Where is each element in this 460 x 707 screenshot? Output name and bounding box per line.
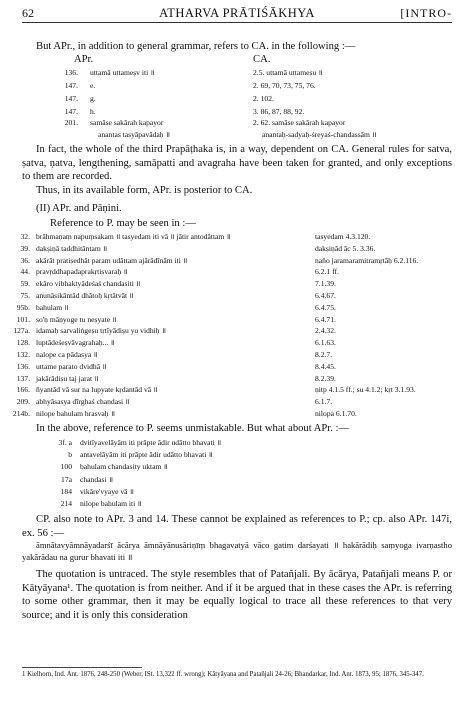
table-cell-apr-rule: so'ṇ māṇyoge tu neṣyate ॥ — [36, 314, 117, 324]
table-head-ca: CA. — [253, 54, 271, 65]
running-header — [22, 6, 452, 20]
section-label: [INTRO- — [400, 6, 452, 20]
table-row-number: 39. — [20, 243, 30, 253]
header-rule — [22, 22, 452, 23]
table-cell-apr: g. — [90, 94, 96, 103]
table-cell-apr-rule: abhyāsasya dīrghaś chandasi ॥ — [36, 397, 130, 407]
table-cell-panini-ref: nilopa 6.1.70. — [315, 409, 357, 418]
table-row-number: 166. — [16, 385, 30, 395]
table-row-number: 132. — [16, 350, 30, 359]
table-cell-apr-rule: nilope bahulam hrasvaḥ ॥ — [36, 409, 115, 418]
table-cell-panini-ref: 8.2.7. — [315, 350, 333, 359]
table-row-number: 136. — [16, 361, 30, 371]
table-cell-apr: anantas tasyāpavādaḥ ॥ — [98, 130, 171, 139]
table-cell-apr: e. — [90, 81, 96, 90]
intro-line: But APr., in addition to general grammar, refers to CA. in the following :— — [36, 41, 356, 52]
table-cell-apr-rule: ñyantād vā sur na lupyate kṛdantād vā ॥ — [36, 385, 158, 395]
running-title: ATHARVA PRĀTIŚĀKHYA — [159, 6, 315, 20]
paragraph-cp-note: CP. also note to APr. 3 and 14. These cannot be explained as references to P.; cp. also APr. 147i, ex. 56 :— — [22, 514, 452, 539]
table-row-number: 75. — [20, 291, 30, 300]
footnote: 1 Kielhorn, Ind. Ant. 1876, 248-250 (Weber, ISt. 13,322 ff. wrong); Kātyāyana and Patañjali 24-26; Bhandarkar, Ind. Ant. 1873, 95; 1876, 345-347. — [22, 671, 424, 678]
list-item-number: 17a — [61, 474, 72, 484]
table-cell-panini-ref: 8.2.39. — [315, 373, 336, 383]
table-cell-apr: h. — [90, 107, 96, 116]
table-cell-panini-ref: 7.1.39. — [315, 279, 336, 289]
table-cell-apr: uttamā uttameṣv iti ॥ — [90, 68, 155, 77]
list-item-text: antavelāyām iti prāpte ādir udātto bhavati ॥ — [80, 450, 213, 460]
reference-intro: Reference to P. may be seen in :— — [50, 218, 196, 229]
table-cell-apr-rule: luptādeśeṣvāvagrahaḥ... ॥ — [36, 338, 115, 348]
table-row-number: 209. — [16, 397, 30, 407]
table-row-number: 147. — [64, 94, 78, 103]
table-row-number: 201. — [64, 118, 78, 127]
table-cell-panini-ref: ṇitp 4.1.5 ff.; su 4.1.2; kṛt 3.1.93. — [315, 385, 416, 395]
table-cell-apr-rule: uttame parato dvidhā ॥ — [36, 361, 107, 371]
list-item-number: 184 — [60, 486, 72, 496]
table-cell-panini-ref: dakṣiṇād āc 5. 3.36. — [315, 243, 376, 253]
table-cell-panini-ref: 2.4.32. — [315, 326, 336, 336]
table-cell-apr-rule: jakārādiṣu taj jarat ॥ — [36, 373, 99, 383]
table-cell-apr-rule: brāhmaṇaṃ napuṃsakam ॥ tasyedam iti vā ॥ jātir antodāttam ॥ — [36, 232, 231, 241]
table-row-number: 137. — [16, 373, 30, 383]
table-cell-ca: 3. 86, 87, 88, 92. — [253, 107, 305, 116]
table-cell-ca: anantaḥ-sadyaḥ-śreyaś-chandassām ॥ — [262, 130, 377, 139]
list-item-number: b — [68, 450, 72, 460]
list-item-number: 3f. a — [58, 438, 72, 447]
table-cell-panini-ref: tasyedam 4.3.120. — [315, 232, 371, 241]
table-cell-apr-rule: anunāsikāntād dhātoḥ kṛtātvāt ॥ — [36, 291, 134, 300]
paragraph-unmistakable: In the above, reference to P. seems unmistakable. But what about APr. :— — [36, 423, 350, 434]
table-row-number: 136. — [64, 68, 78, 77]
table-cell-panini-ref: 6.4.75. — [315, 302, 336, 312]
table-cell-panini-ref: 8.4.45. — [315, 361, 336, 371]
paragraph-untraced: The quotation is untraced. The style resembles that of Patañjali. By ācārya, Patañjali means P. or Kātyāyana¹. The quotation is from neither. And if it be argued that in these cases the APr. is referring to some other grammar, then it may be equally logical to trace all these references to that very source; and it is only this consideration — [22, 569, 452, 621]
table-cell-panini-ref: naño jaramaramitramṛtāḥ 6.2.116. — [315, 255, 419, 265]
table-row-number: 127a. — [13, 326, 30, 336]
table-cell-apr-rule: dakṣiṇā taddhitāntam ॥ — [36, 243, 108, 253]
table-cell-apr: samāse sakārah kapayor — [90, 118, 164, 127]
list-item-text: chandasi ॥ — [80, 474, 114, 484]
table-cell-panini-ref: 6.4.71. — [315, 314, 336, 324]
table-cell-apr-rule: idamaḥ sarvaliṅgeṣu tṛtīyādiṣu yo vidhiḥ ॥ — [36, 326, 167, 336]
table-row-number: 147. — [64, 107, 78, 116]
table-cell-apr-rule: pravṛddhapadaprakṛtisvaraḥ ॥ — [36, 267, 128, 277]
table-row-number: 59. — [20, 279, 30, 289]
table-row-number: 44. — [20, 267, 30, 277]
table-row-number: 128. — [16, 338, 30, 348]
table-row-number: 147. — [64, 81, 78, 90]
list-item-text: bahulam chandasity uktam ॥ — [80, 462, 168, 472]
table-head-apr: APr. — [74, 54, 94, 65]
table-row-number: 32. — [20, 232, 30, 241]
section-heading: (II) APr. and Pāṇini. — [36, 203, 122, 214]
list-item-text: vikāre'vyaye vā ॥ — [80, 486, 134, 496]
table-cell-apr-rule: nalope ca pādasya ॥ — [36, 350, 98, 359]
table-cell-ca: 2.5. uttamā uttameṣu ॥ — [253, 68, 323, 77]
footnote-rule — [22, 667, 142, 668]
table-row-number: 95b. — [16, 302, 30, 312]
table-row-number: 101. — [16, 314, 30, 324]
table-row-number: 214b. — [12, 409, 30, 418]
paragraph-dependence: In fact, the whole of the third Prapāṭhaka is, in a way, dependent on CA. General rules for satva, ṣatva, ṇatva, lengthening, samāpatti and avagraha have been taken for granted, and only exceptions to them are recorded. — [22, 144, 452, 182]
table-cell-panini-ref: 6.2.1 ff. — [315, 267, 339, 277]
table-cell-apr-rule: ekāro vibhaktyādeśaś chandasiti ॥ — [36, 279, 141, 289]
page-number: 62 — [22, 6, 34, 20]
list-item-text: dvitīyavelāyām iti prāpte ādir udātto bhavati ॥ — [80, 438, 222, 447]
table-cell-panini-ref: 6.4.67. — [315, 291, 336, 300]
table-cell-panini-ref: 6.1.7. — [315, 397, 333, 407]
list-item-number: 100 — [60, 462, 72, 472]
paragraph-posterior: Thus, in its available form, APr. is posterior to CA. — [36, 185, 253, 196]
quotation: āmnātavyāmnāyadarśī ācārya āmnāyānusāriṇīṃ bhagavatyā vāco gatim darśayati ॥ hakārādiḥ saṃyoga ivarṇastho yakārādau na gurur bhavati iti ॥ — [22, 540, 452, 562]
list-item-number: 214 — [60, 499, 72, 508]
table-row-number: 36. — [20, 255, 30, 265]
table-cell-panini-ref: 6.1.63. — [315, 338, 336, 348]
table-cell-ca: 2. 102. — [253, 94, 274, 103]
table-cell-apr-rule: bahulam ॥ — [36, 302, 69, 312]
table-cell-apr-rule: akārāt pratiṣedhāt param udāttam ajārādīnām iti ॥ — [36, 255, 188, 265]
list-item-text: nilope bahulam iti ॥ — [80, 499, 142, 508]
table-cell-ca: 2. 69, 70, 73, 75, 76. — [253, 81, 316, 90]
table-cell-ca: 2. 62. samāse sakārah kapayor — [253, 118, 346, 127]
